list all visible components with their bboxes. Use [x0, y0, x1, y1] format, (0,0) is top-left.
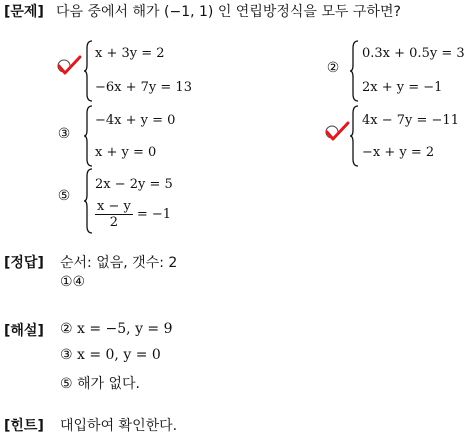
fraction	[95, 199, 133, 230]
answer-label: [정답]	[4, 255, 44, 271]
fraction-numerator: x − y	[97, 199, 131, 214]
equation-2: −x + y = 2	[362, 145, 435, 160]
equation-1: −4x + y = 0	[95, 113, 176, 128]
option-number: ②	[326, 60, 340, 76]
equation-2: −6x + 7y = 13	[95, 80, 192, 95]
equation-1: x + 3y = 2	[95, 46, 165, 61]
brace-icon	[84, 105, 94, 167]
equation-rhs: = −1	[136, 207, 172, 222]
equation-1: 0.3x + 0.5y = 3	[362, 46, 465, 61]
problem-label: [문제]	[4, 4, 44, 20]
fraction-denominator: 2	[109, 215, 119, 230]
question-text: 다음 중에서 해가 (−1, 1) 인 연립방정식을 모두 구하면?	[56, 4, 401, 20]
brace-icon	[350, 105, 360, 167]
equation-2: x + y = 0	[95, 145, 157, 160]
answer-line-2: ①④	[60, 274, 86, 290]
check-mark-icon	[324, 120, 350, 142]
equation-1: 4x − 7y = −11	[362, 113, 459, 128]
check-mark-icon	[56, 54, 82, 76]
explanation-line-2: ③ x = 0, y = 0	[60, 347, 161, 363]
explanation-label: [해설]	[4, 323, 44, 339]
explanation-line-1: ② x = −5, y = 9	[60, 321, 173, 337]
equation-2: 2x + y = −1	[362, 80, 443, 95]
brace-icon	[84, 40, 94, 102]
equation-2	[95, 199, 171, 230]
answer-line-1: 순서: 없음, 갯수: 2	[60, 255, 178, 271]
explanation-line-3: ⑤ 해가 없다.	[60, 376, 140, 392]
option-number: ③	[57, 126, 71, 142]
equation-1: 2x − 2y = 5	[95, 177, 173, 192]
brace-icon	[350, 40, 360, 102]
hint-text: 대입하여 확인한다.	[60, 418, 178, 434]
brace-icon	[84, 168, 94, 234]
hint-label: [힌트]	[4, 418, 44, 434]
option-number: ⑤	[57, 188, 71, 204]
